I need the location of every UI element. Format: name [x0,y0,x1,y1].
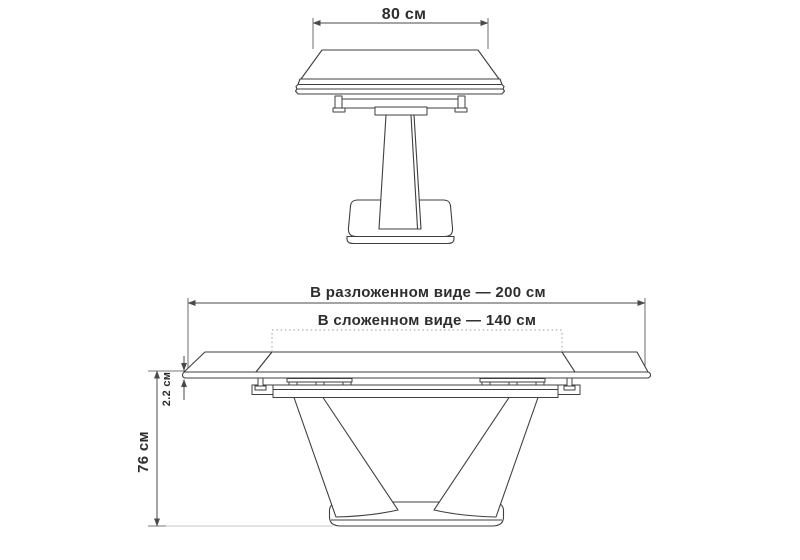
leaf-support-pin [567,378,572,386]
rail-clamp [509,382,517,385]
front-width-dimension [313,6,488,49]
side-tabletop [183,352,651,378]
thickness-dimension [161,356,184,406]
front-tabletop-lip [296,89,505,94]
rail-clamp [289,382,297,385]
rail-clamp [316,382,324,385]
apron-beam [273,385,558,398]
front-width-dimension-label: 80 см [381,6,427,23]
side-apron [252,385,580,398]
right-extension-leaf [562,352,648,372]
side-legs [294,398,538,518]
main-tabletop [256,352,575,372]
rail-clamp [482,382,490,385]
front-tabletop-molding [296,85,504,90]
side-view [135,284,651,526]
leaf-support-pin-foot [255,386,266,390]
right-leg [434,398,538,518]
folded-length-label: В сложенном виде — 140 см [317,312,537,329]
front-tabletop-surface [301,50,499,79]
extended-length-label: В разложенном виде — 200 см [310,284,546,301]
front-base-plate [347,237,454,244]
slide-rail [287,379,352,383]
rail-clamp [343,382,351,385]
front-underframe [333,96,467,115]
front-bracket-foot [333,108,345,112]
leaf-support-pin [258,378,263,386]
folded-length-dimension [272,312,562,351]
front-view [296,6,505,244]
tabletop-front-edge [183,372,651,378]
front-tabletop [296,50,505,94]
front-bracket-foot [455,108,467,112]
slide-rail [480,379,545,383]
height-label: 76 см [135,431,152,473]
rail-clamp [536,382,544,385]
left-leg [294,398,398,518]
front-tabletop-edge [298,79,502,85]
front-pedestal [379,115,421,229]
leaf-support-pin-foot [564,386,575,390]
thickness-label: 2.2 см [161,371,173,407]
front-mounting-plate [375,107,427,115]
